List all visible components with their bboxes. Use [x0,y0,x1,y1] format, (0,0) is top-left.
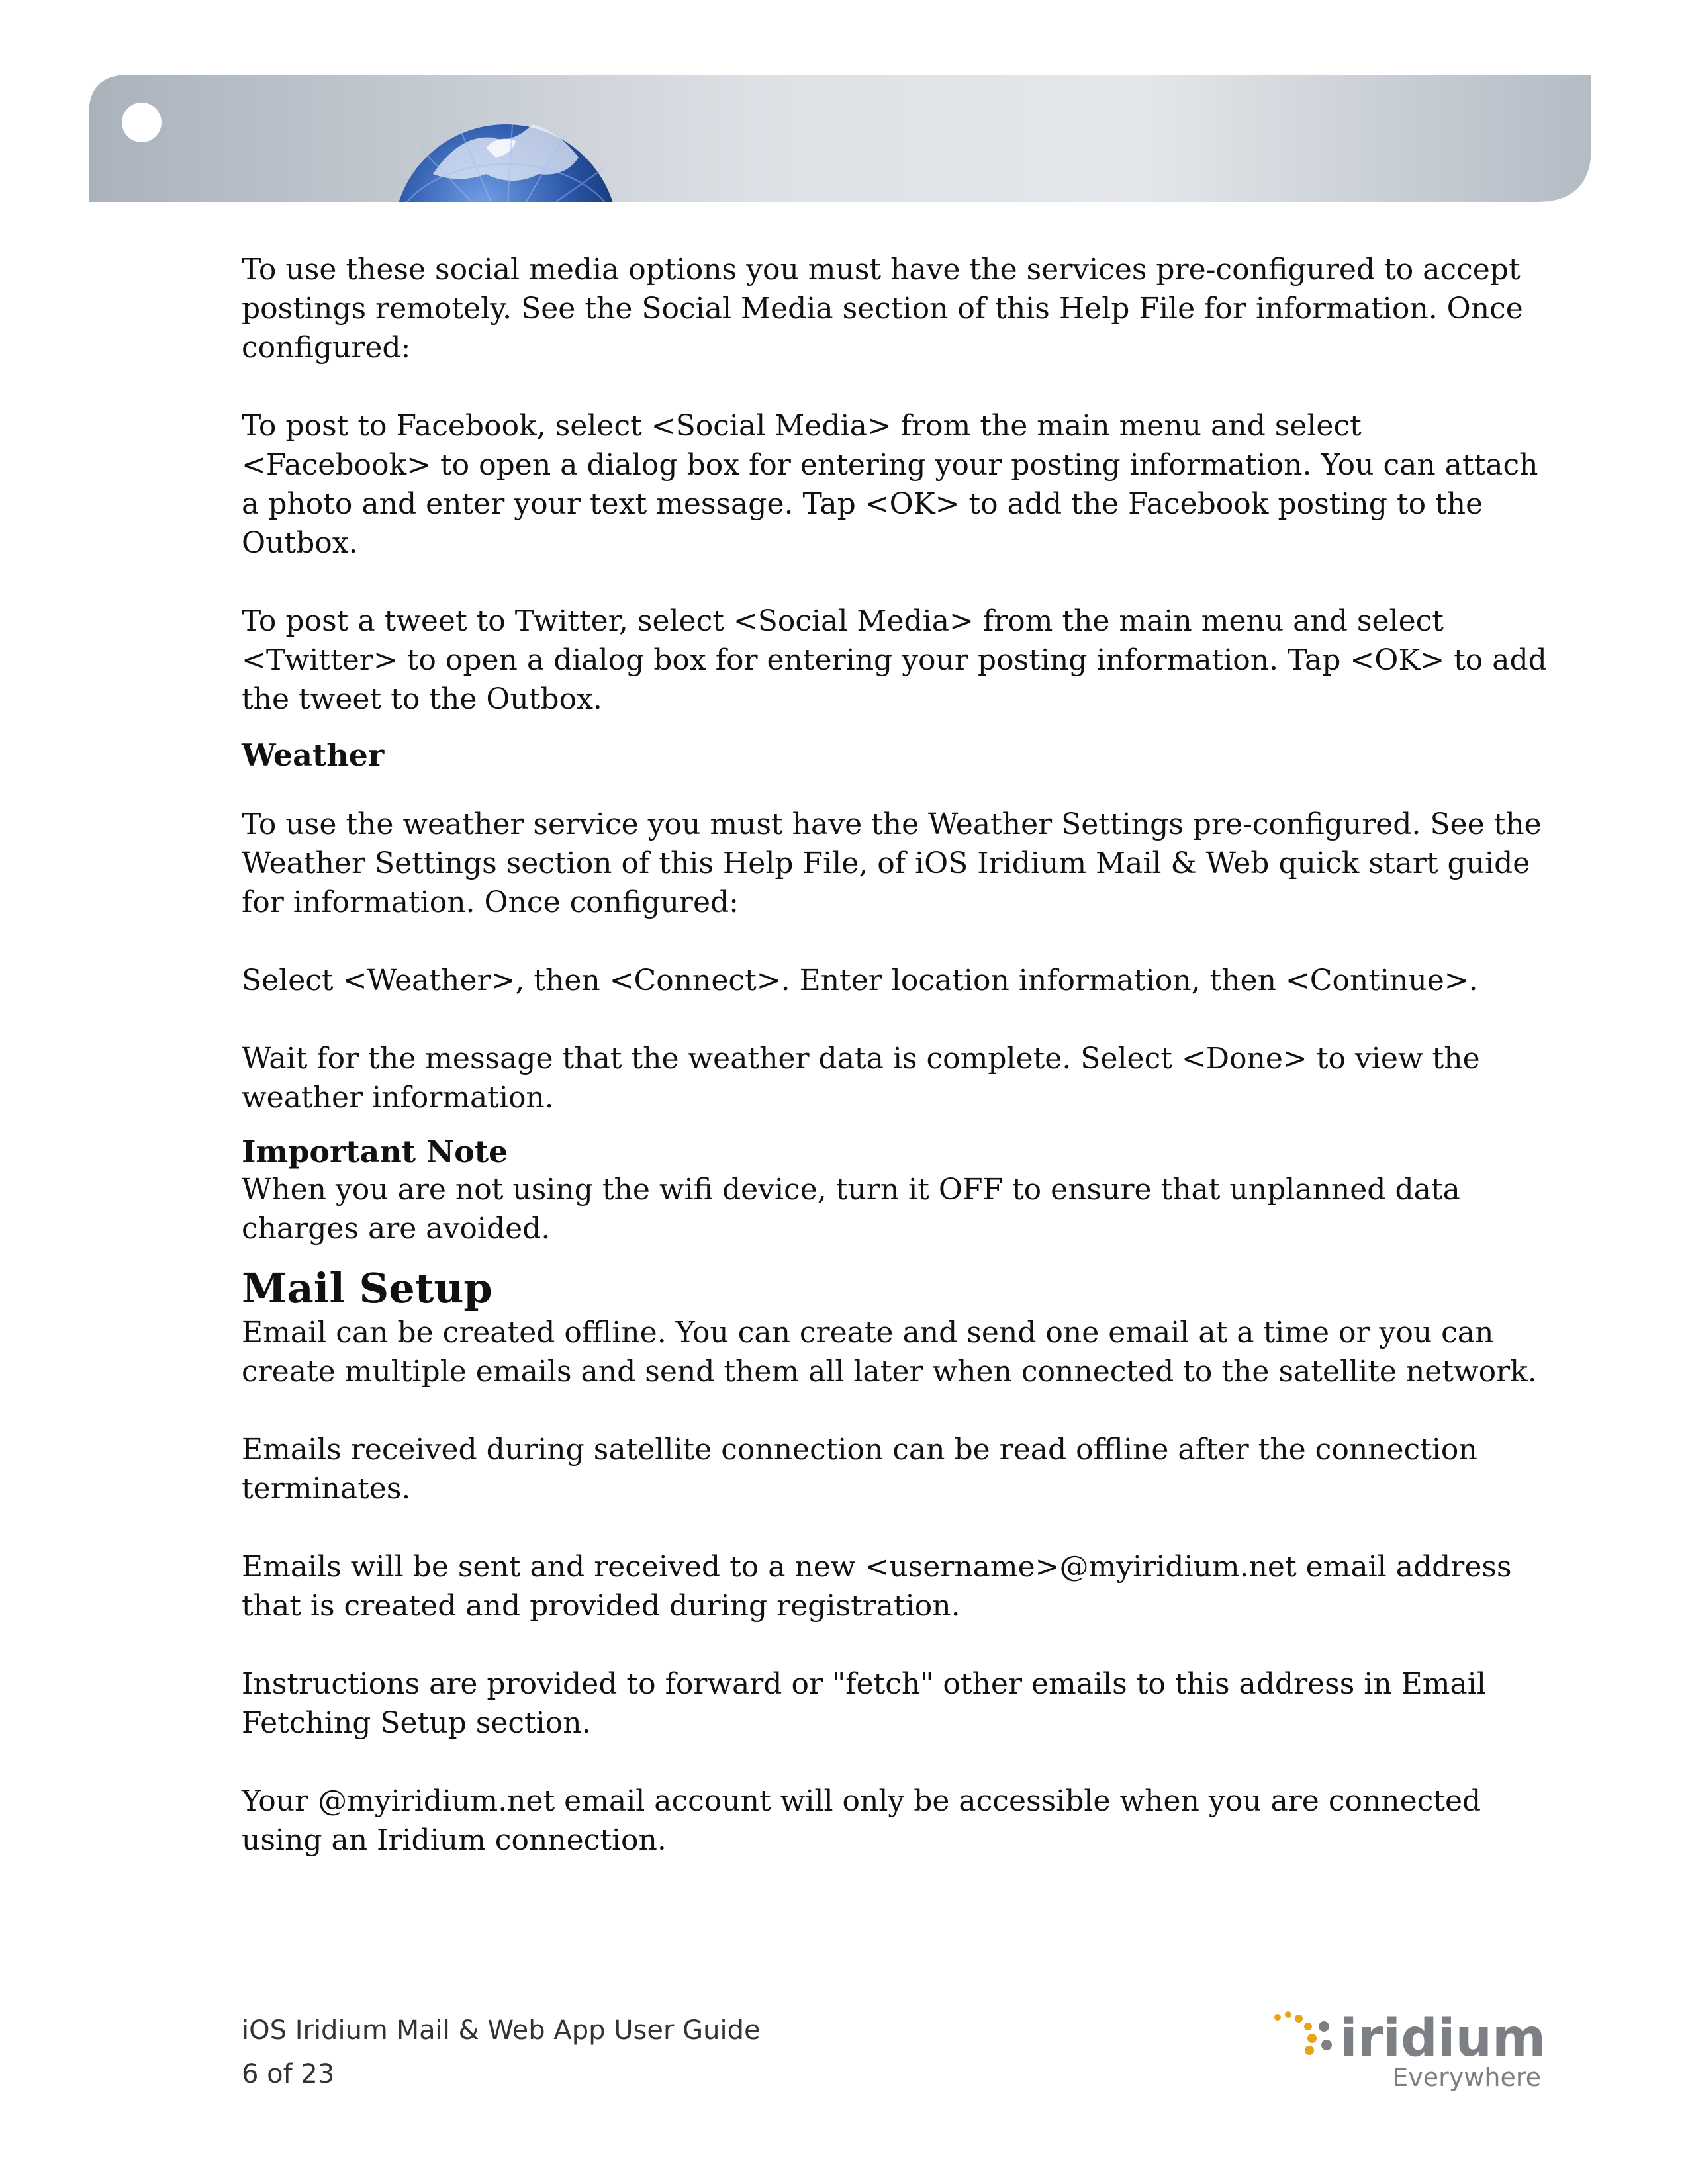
logo-tagline: Everywhere [1392,2063,1541,2092]
weather-heading: Weather [242,737,385,773]
weather-wait-paragraph: Wait for the message that the weather data is complete. Select <Done> to view the weather information. [242,1042,1480,1115]
facebook-paragraph: To post to Facebook, select <Social Media> from the main menu and select <Facebook> to open a dialog box for entering your posting information. You can attach a photo and enter your text message. Tap <OK> to add the Facebook posting to the Outbox. [242,409,1538,560]
mail-address-paragraph: Emails will be sent and received to a new <username>@myiridium.net email address that is created and provided during registration. [242,1550,1512,1623]
weather-select-paragraph: Select <Weather>, then <Connect>. Enter location information, then <Continue>. [242,964,1478,997]
mail-fetch-paragraph: Instructions are provided to forward or "fetch" other emails to this address in Email Fetching Setup section. [242,1667,1486,1740]
mail-offline-paragraph: Email can be created offline. You can create and send one email at a time or you can create multiple emails and send them all later when connected to the satellite network. [242,1316,1537,1388]
logo-wordmark: iridium [1340,2009,1546,2068]
mail-setup-heading: Mail Setup [242,1264,492,1312]
important-note-heading: Important Note [242,1134,508,1169]
footer-page-number: 6 of 23 [242,2059,335,2089]
page-footer [242,2009,761,2096]
iridium-logo-icon [1271,2004,1549,2097]
important-note-paragraph: When you are not using the wifi device, turn it OFF to ensure that unplanned data charges are avoided. [242,1173,1460,1246]
weather-intro-paragraph: To use the weather service you must have the Weather Settings pre-configured. See the Weather Settings section of this Help File, of iOS Iridium Mail & Web quick start guide for information. Once configured: [242,807,1542,919]
intro-paragraph: To use these social media options you must have the services pre-configured to accept postings remotely. See the Social Media section of this Help File for information. Once configured: [242,253,1523,365]
mail-account-paragraph: Your @myiridium.net email account will only be accessible when you are connected using an Iridium connection. [242,1784,1481,1857]
twitter-paragraph: To post a tweet to Twitter, select <Social Media> from the main menu and select <Twitter> to open a dialog box for entering your posting information. Tap <OK> to add the tweet to the Outbox. [242,604,1547,716]
globe-banner-icon [89,75,1591,202]
page-content [242,250,1559,1899]
footer-doc-title: iOS Iridium Mail & Web App User Guide [242,2015,761,2046]
mail-received-paragraph: Emails received during satellite connection can be read offline after the connection terminates. [242,1433,1477,1506]
